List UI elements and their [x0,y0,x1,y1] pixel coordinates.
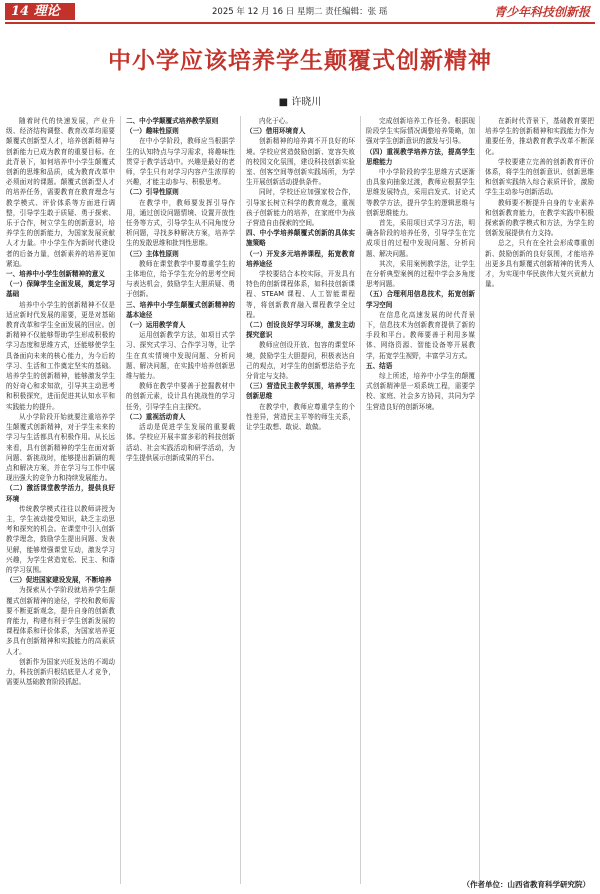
article-column-5 [485,116,594,884]
paragraph: 中小学阶段的学生思维方式逐渐由具象向抽象过渡，教师应根据学生思维发展特点，采用启发式、讨论式等教学方法，提升学生的逻辑思维与创新思维能力。 [366,168,475,217]
subsection-heading: （二）重视活动育人 [126,412,186,421]
paragraph: 随着时代的快速发展，产业升级、经济结构调整、教育改革均需要颠覆式创新型人才，培养创新精神与创新能力已成为教育的重要目标。在此背景下，如何培养中小学生颠覆式创新的思维和品质，成为教育改革中必须面对的课题。颠覆式创新型人才的培养任务，需要教育在教育理念与教学模式、评价体系等方面进行调整，引导学生敢于质疑、勇于探索、乐于合作，树立学生的创新意识，培养学生的创新能力，为国家发展贡献人才力量。中小学生作为新时代建设者的后备力量，创新素养的培养更加紧迫。 [6,117,115,268]
paragraph: 在教学中，教师应尊重学生的个性差异，营造民主平等的师生关系，让学生敢想、敢说、敢做。 [246,402,355,432]
paragraph: 从小学阶段开始就要注重培养学生颠覆式创新精神，对于学生未来的学习与生活都具有积极作用。从长远来看，具有创新精神的学生在面对新问题、新挑战时，能够提出新颖的观点和解决方案，并在学习与工作中展现出强大的竞争力和持续发展能力。 [6,412,115,483]
article-title: 中小学应该培养学生颠覆式创新精神 [108,48,492,74]
subsection-heading: （二）激活课堂教学活力，提供良好环境 [6,484,115,503]
subsection-heading: （一）保障学生全面发展，奠定学习基础 [6,280,115,299]
paragraph: 首先，采用项目式学习方法，明确各阶段的培养任务，引导学生在完成项目的过程中发现问题、分析问题、解决问题。 [366,219,475,258]
article-column-2 [126,116,235,884]
subsection-heading: （二）引导性原则 [126,188,179,197]
paragraph: 创新作为国家兴旺发达的不竭动力，科技创新归根结底是人才竞争，需要从基础教育阶段抓起。 [6,657,115,687]
paragraph: 教师要不断提升自身的专业素养和创新教育能力，在教学实践中积极探索新的教学模式和方法，为学生的创新发展提供有力支持。 [485,198,594,238]
paragraph: 学校要结合本校实际，开发具有特色的创新课程体系，如科技创新课程、STEAM 课程、人工智能课程等，将创新教育融入课程教学全过程。 [246,270,355,319]
paragraph: 在教学中，教师要发挥引导作用，通过创设问题情境、设置开放性任务等方式，引导学生从不同角度分析问题，寻找多种解决方案，培养学生的发散思维和批判性思维。 [126,198,235,248]
paragraph: 综上所述，培养中小学生的颠覆式创新精神是一项系统工程，需要学校、家庭、社会多方协同，共同为学生营造良好的创新环境。 [366,372,475,411]
subsection-heading: （三）促进国家建设发展，不断培养 [6,576,112,585]
date-editor-line: 2025 年 12 月 16 日 星期二 责任编辑：张 瑶 [212,7,388,17]
section-heading: 五、结语 [366,361,393,370]
subsection-heading: （二）创设良好学习环境，激发主动探究意识 [246,321,355,340]
section-heading: 一、培养中小学生创新精神的意义 [6,270,105,279]
paragraph: 教师在教学中要善于挖掘教材中的创新元素，设计具有挑战性的学习任务，引导学生自主探究。 [126,382,235,411]
article-column-4 [366,116,475,884]
column-divider [360,116,361,884]
subsection-heading: （一）运用教学育人 [126,321,186,330]
subsection-heading: （三）主体性原则 [126,249,179,258]
page-header [0,0,600,22]
subsection-heading: （四）重视教学培养方法，提高学生思维能力 [366,147,475,166]
column-divider [240,116,241,884]
section-heading: 四、中小学培养颠覆式创新的具体实施策略 [246,229,355,248]
article-author: ■ 许晓川 [278,97,322,108]
paragraph: 活动是促进学生发展的重要载体。学校应开展丰富多彩的科技创新活动、社会实践活动和研学活动，为学生提供展示创新成果的平台。 [126,423,235,462]
article-column-3 [246,116,355,884]
paragraph: 总之，只有在全社会形成尊重创新、鼓励创新的良好氛围，才能培养出更多具有颠覆式创新精神的优秀人才，为实现中华民族伟大复兴贡献力量。 [485,239,594,289]
section-heading: 三、培养中小学生颠覆式创新精神的基本途径 [126,300,235,319]
header-rule [5,22,595,24]
section-heading: 二、中小学颠覆式培养教学原则 [126,117,219,125]
paragraph: 创新精神的培养离不开良好的环境。学校应营造鼓励创新、宽容失败的校园文化氛围，建设科技创新实验室、创客空间等创新实践场所，为学生开展创新活动提供条件。 [246,137,355,187]
paragraph: 培养中小学生的创新精神不仅是适应新时代发展的需要，更是对基础教育改革和学生全面发展的回应。创新精神不仅能够帮助学生形成积极的学习态度和思维方式，还能够使学生具备面向未来的核心能力，为今后的学习、生活和工作奠定坚实的基础。培养学生的创新精神，能够激发学生的好奇心和求知欲，引导其主动思考和积极探究，进而促进其认知水平和实践能力的提升。 [6,300,115,411]
paragraph: 在信息化高速发展的时代背景下，信息技术为创新教育提供了新的手段和平台。教师要善于利用多媒体、网络资源、智能设备等开展教学，拓宽学生视野，丰富学习方式。 [366,310,475,360]
subsection-heading: （五）合理利用信息技术，拓宽创新学习空间 [366,290,475,309]
column-divider [120,116,121,884]
paragraph: 其次，采用案例教学法，让学生在分析典型案例的过程中学会多角度思考问题。 [366,259,475,289]
column-divider [479,116,480,884]
author-name: 许晓川 [291,97,322,108]
paragraph: 在中小学阶段，教师应当根据学生的认知特点与学习需求，将趣味性贯穿于教学活动中。兴趣是最好的老师，学生只有对学习内容产生浓厚的兴趣，才能主动参与、积极思考。 [126,137,235,187]
subsection-heading: （三）营造民主教学氛围，培养学生创新思维 [246,382,355,401]
paragraph: 运用创新教学方法，如项目式学习、探究式学习、合作学习等，让学生在真实情境中发现问题、分析问题、解决问题，在实践中培养创新思维与能力。 [126,331,235,381]
subsection-heading: （一）趣味性原则 [126,127,179,136]
section-tag: 14 理论 [5,3,75,20]
paragraph: 学校要建立完善的创新教育评价体系，将学生的创新意识、创新思维和创新实践纳入综合素质评价，激励学生主动参与创新活动。 [485,157,594,197]
subsection-heading: （三）借用环境育人 [246,127,306,136]
subsection-heading: （一）开发多元培养课程，拓宽教育培养途径 [246,249,355,268]
article-column-1 [6,116,115,884]
paragraph: 教师在课堂教学中要尊重学生的主体地位，给予学生充分的思考空间与表达机会，鼓励学生大胆质疑、勇于创新。 [126,259,235,299]
newspaper-brand: 青少年科技创新报 [493,5,590,19]
author-affiliation: （作者单位：山西省教育科学研究院） [462,880,590,889]
article-body [6,116,594,884]
paragraph: 在新时代背景下，基础教育要把培养学生的创新精神和实践能力作为重要任务，推动教育教学改革不断深化。 [485,117,594,156]
paragraph: 同时，学校还应加强家校合作，引导家长树立科学的教育观念，重视孩子创新能力的培养，在家庭中为孩子营造自由探索的空间。 [246,188,355,228]
paragraph: 完成创新培养工作任务。根据现阶段学生实际情况调整培养策略，加强对学生创新意识的激发与引导。 [366,117,475,146]
paragraph: 为探索从小学阶段就培养学生颠覆式创新精神的途径，学校和教师需要不断更新观念，提升自身的创新教育能力，构建有利于学生创新发展的课程体系和评价体系，为国家培养更多具有创新精神和实践能力的高素质人才。 [6,586,115,656]
paragraph: 内化于心。 [259,117,292,125]
paragraph: 传统教学模式往往以教师讲授为主，学生被动接受知识，缺乏主动思考和探究的机会。在课堂中引入创新教学理念，鼓励学生提出问题、发表见解，能够增强课堂互动，激发学习兴趣，为学生营造宽松、民主、和谐的学习氛围。 [6,504,115,574]
paragraph: 教师应创设开放、包容的课堂环境，鼓励学生大胆提问，积极表达自己的观点，对学生的创新想法给予充分肯定与支持。 [246,341,355,381]
